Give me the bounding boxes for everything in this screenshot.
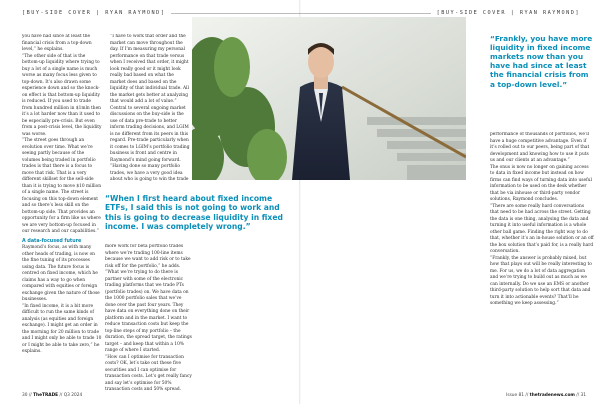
- column-3-paragraphs: performance of thousands of portfolios, we’ll have a huge competitive advantage. Even if it’s rolled out to our peers, being part of that development and knowing how to use it puts us and our clients at an advantage.” The onus is now no longer on gaining access to data in fixed income but instead on how firms can find ways of turning data into useful information to be used on the desk whether that be via inhouse or third-party vendor solutions, Raymond concludes. “There are some really hard conversations that need to be had across the street. Getting the data is one thing, analysing the data and turning it into useful information is a whole other ball game. Finding the right way to do that, whether it’s an in-house solution or an off the box solution that’s paid for, is a really hard conversation. “Frankly, the answer is probably mixed, but how that plays out will be really interesting to me. For us, we do a lot of data aggregation and we’re trying to build out as much as we can internally. Do we use an EMS or another third-party solution to help sort that data and turn it into actionable events? That’ll be something we keep assessing.”: [490, 132, 594, 307]
- pull-quote-left: “When I first heard about fixed income ETFs, I said this is not going to work and this is going to decrease liquidity in fixed income. I was completely wrong.”: [105, 194, 283, 231]
- article-column-1: [22, 34, 102, 384]
- website: thetradenews.com: [529, 393, 575, 398]
- publication-name: TheTRADE: [33, 393, 59, 398]
- header-rule-right: [300, 13, 431, 14]
- footer-separator-2: //: [59, 393, 63, 398]
- footer-left: [22, 393, 82, 398]
- issue-number: Issue 81: [506, 393, 525, 398]
- article-column-2: [110, 34, 190, 182]
- page-number-right: 31: [580, 393, 586, 398]
- column-2-paragraphs-cont: more work for beta portfolio trades where we’re trading 100-line items because we want to add risk or to take risk off for the portfolio,” he adds. “What we’re trying to do there is partner with some of the electronic trading platforms that we trade PTs (portfolio trades) on. We have data on the 1000 portfolio sales that we’ve done over the past four years. They have data on everything done on their platform and in the market. I want to reduce transaction costs but keep the top-line steps of my portfolio – the duration, the spread target, the ratings target – and keep that within a 10% range of where I started. “How can I optimise for transaction costs? OK, let’s take out these five securities and I can optimise for transaction costs. Let’s get really fancy and say let’s optimise for 50% transaction costs and 50% spread.: [105, 244, 192, 393]
- pull-quote-right: “Frankly, you have more liquidity in fixed income markets now than you have had since at least the financial crisis from a top-down level.”: [490, 34, 593, 89]
- page-number-left: 30: [22, 393, 28, 398]
- article-column-3: [490, 132, 594, 392]
- footer-separator-3: //: [525, 393, 529, 398]
- photo-illustration: [192, 17, 466, 180]
- column-1-paragraphs: you have had since at least the financial crisis from a top-down level,” he explains. “The other side of that is the bottom-up liquidity where trying to buy a lot of a single name is much worse as many focus less given to top-down. It’s also drawn some experience down and so the knock-on effect is that bottom-up liquidity is reduced. If you used to trade from hundred million in $1mln then it’s a lot harder now than it used to be especially pre-crisis. But even from a post-crisis level, the liquidity was worse. “The street goes through an evolution over time. What we’re seeing partly because of the volumes being traded in portfolio trades is that there is a focus to move that risk. That is a very different skillset for the sell-side than it is trying to move $10 million of a single name. The street is focusing on this top-down element and so there’s less skill on the bottom-up side. That provides an opportunity for a firm like us where we are very bottom-up focused in our research and our capabilities.”: [22, 34, 102, 235]
- section-header-text: [BUY-SIDE COVER | RYAN RAYMOND]: [22, 10, 166, 16]
- header-rule: [171, 13, 300, 14]
- subheading-data-focused-future: A data-focused future: [22, 238, 82, 244]
- column-1-paragraphs-cont: Raymond’s focus, as with many other heads of trading, is now on the fine tuning of its processes using data. The future focus is centred on fixed income, which he claims has a way to go when compared with equities or foreign exchange given the nature of those businesses. “In fixed income, it is a bit more difficult to run the same kinds of analysis (as equities and foreign exchange). I might get an order in the morning for 20 million to trade and I might only be able to trade 10 or I might be able to take zero,” he explains.: [22, 245, 102, 355]
- portrait-photo: [192, 17, 466, 180]
- issue-date: Q3 2024: [63, 393, 83, 398]
- article-column-2-continued: [105, 244, 193, 394]
- footer-separator: //: [28, 393, 32, 398]
- footer-right: [506, 393, 586, 398]
- footer-separator-4: //: [576, 393, 580, 398]
- column-2-paragraphs: “I have to work that order and the market can move throughout the day. If I’m measuring my personal performance on that trade versus when I received that order, it might look really good or it might look really bad based on what the market does and based on the liquidity of that individual trade. All the market gets better at analyzing that would add a lot of value.” Central to several ongoing market discussions on the buy-side is the use of data pre-trade to better inform trading decisions, and LGIM is no different from its peers in this regard. Pre-trade particularly when it comes to LGIM’s portfolio trading business is front and centre in Raymond’s mind going forward. “Having done so many portfolio trades, we have a very good idea about who is going to win the trade: [110, 34, 190, 182]
- section-header-text-right: [BUY-SIDE COVER | RYAN RAYMOND]: [436, 10, 580, 16]
